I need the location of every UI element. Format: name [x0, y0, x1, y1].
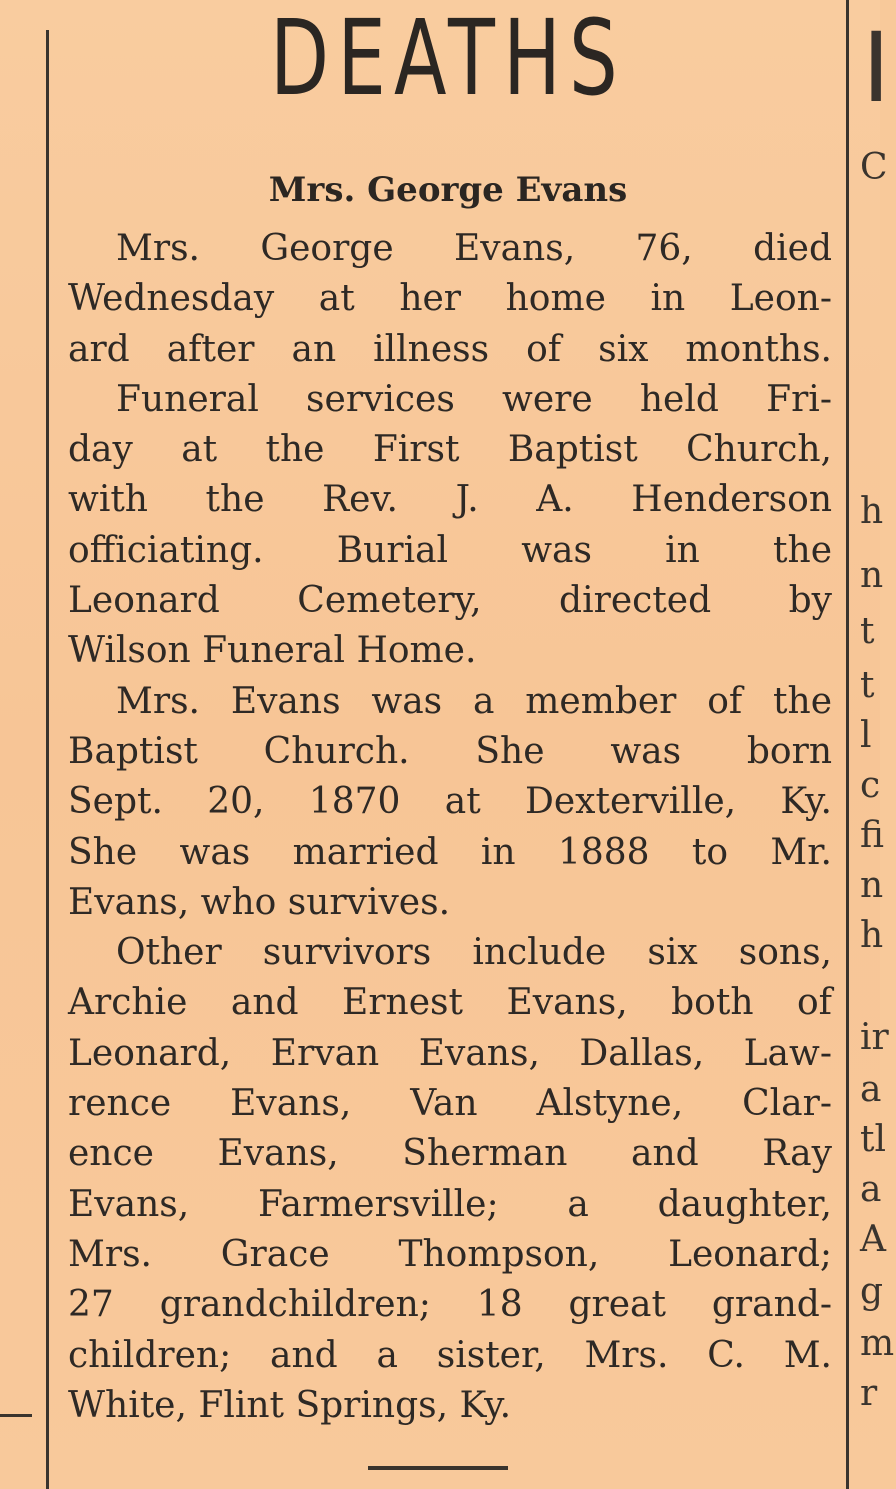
margin-tick [0, 1414, 32, 1417]
adjacent-letter: a [860, 1169, 882, 1210]
text-line: Evans, who survives. [68, 881, 451, 923]
text-line: She was married in 1888 to Mr. [68, 831, 832, 873]
adjacent-letter: t [860, 665, 875, 706]
adjacent-letter: r [860, 1373, 878, 1414]
text-line: White, Flint Springs, Ky. [68, 1384, 512, 1426]
paragraph [68, 928, 832, 1431]
adjacent-letter: A [860, 1219, 886, 1260]
adjacent-letter: h [860, 491, 884, 532]
text-line: Baptist Church. She was born [68, 730, 832, 772]
adjacent-letter: a [860, 1069, 882, 1110]
text-line: ence Evans, Sherman and Ray [68, 1133, 832, 1175]
text-line: Archie and Ernest Evans, both of [68, 982, 832, 1024]
adjacent-letter: ir [860, 1017, 889, 1058]
paragraph [68, 375, 832, 677]
text-line: Wednesday at her home in Leon- [68, 278, 832, 320]
text-line: Mrs. Grace Thompson, Leonard; [68, 1233, 832, 1275]
text-line: Wilson Funeral Home. [68, 630, 477, 672]
adjacent-letter: n [860, 555, 884, 596]
adjacent-letter: h [860, 915, 884, 956]
text-line: Mrs. Evans was a member of the [116, 680, 832, 722]
adjacent-letter: g [860, 1271, 884, 1312]
adjacent-letter: fi [860, 815, 885, 856]
text-line: Evans, Farmersville; a daughter, [68, 1183, 832, 1225]
text-line: Leonard, Ervan Evans, Dallas, Law- [68, 1032, 832, 1074]
adjacent-letter: C [860, 147, 888, 188]
adjacent-letter: n [860, 865, 884, 906]
text-line: Other survivors include six sons, [116, 932, 832, 974]
adjacent-letter: m [860, 1323, 895, 1364]
text-line: Leonard Cemetery, directed by [68, 580, 832, 622]
text-line: ard after an illness of six months. [68, 328, 832, 370]
adjacent-letter: t [860, 611, 875, 652]
text-line: Mrs. George Evans, 76, died [116, 228, 832, 269]
section-headline: DEATHS [270, 0, 626, 119]
text-line: Funeral services were held Fri- [116, 378, 832, 420]
text-line: children; and a sister, Mrs. C. M. [68, 1334, 832, 1376]
obituary-title: Mrs. George Evans [268, 170, 628, 210]
text-line: officiating. Burial was in the [68, 529, 832, 571]
article-end-rule [368, 1466, 508, 1470]
obituary-body [68, 224, 832, 1431]
text-line: rence Evans, Van Alstyne, Clar- [68, 1083, 832, 1125]
adjacent-headline-fragment: I [862, 12, 891, 124]
adjacent-column-fragment [856, 0, 896, 1489]
adjacent-letter: c [860, 765, 881, 806]
adjacent-letter: tl [860, 1119, 886, 1160]
paragraph [68, 224, 832, 375]
text-line: with the Rev. J. A. Henderson [68, 479, 832, 521]
text-line: 27 grandchildren; 18 great grand- [68, 1284, 832, 1326]
text-line: Sept. 20, 1870 at Dexterville, Ky. [68, 781, 832, 823]
column-rule-right [846, 0, 849, 1489]
paragraph [68, 677, 832, 928]
column-rule-left [46, 30, 49, 1489]
adjacent-letter: l [860, 715, 872, 756]
text-line: day at the First Baptist Church, [68, 429, 832, 471]
